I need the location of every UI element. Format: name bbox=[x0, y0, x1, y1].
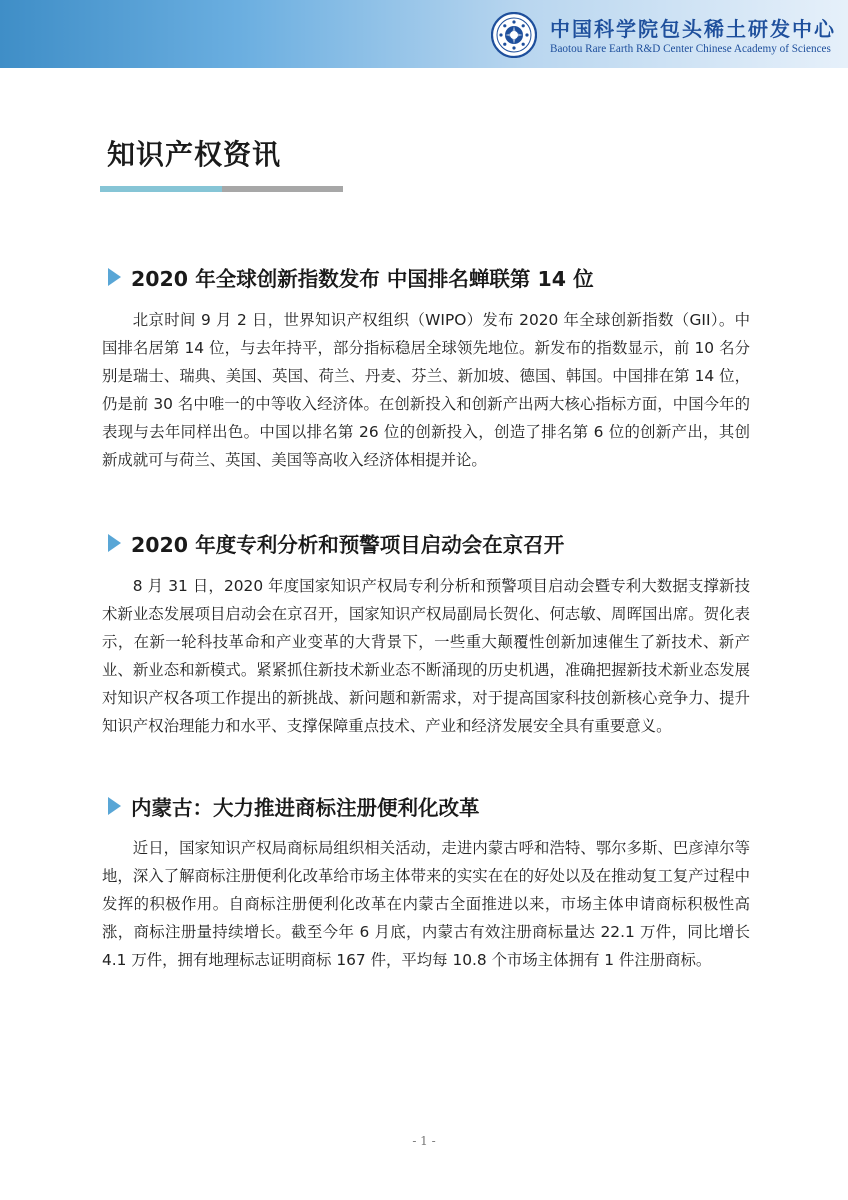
org-name-en: Baotou Rare Earth R&D Center Chinese Academy of Sciences bbox=[550, 43, 831, 55]
page-number: - 1 - bbox=[412, 1134, 436, 1148]
title-underline-blue bbox=[100, 186, 222, 192]
article-2-title: 2020 年度专利分析和预警项目启动会在京召开 bbox=[131, 533, 565, 557]
article-3-heading bbox=[108, 791, 788, 821]
article-1-title: 2020 年全球创新指数发布 中国排名蝉联第 14 位 bbox=[131, 267, 594, 291]
org-name-cn: 中国科学院包头稀土研发中心 bbox=[550, 17, 836, 41]
triangle-bullet-icon bbox=[108, 534, 121, 552]
page-title: 知识产权资讯 bbox=[107, 138, 282, 171]
title-underline-gray bbox=[222, 186, 343, 192]
article-2-heading bbox=[108, 528, 788, 558]
article-3-title: 内蒙古：大力推进商标注册便利化改革 bbox=[131, 796, 480, 820]
article-1-body: 北京时间 9 月 2 日，世界知识产权组织（WIPO）发布 2020 年全球创新指数（GII）。中国排名居第 14 位，与去年持平，部分指标稳居全球领先地位。新发布的指数显示，前 10 名分别是瑞士、瑞典、美国、英国、荷兰、丹麦、芬兰、新加坡、德国、韩国。中国排在第 14 位，仍是前 30 名中唯一的中等收入经济体。在创新投入和创新产出两大核心指标方面，中国今年的表现与去年同样出色。中国以排名第 26 位的创新投入，创造了排名第 6 位的创新产出，其创新成就可与荷兰、英国、美国等高收入经济体相提并论。 bbox=[102, 311, 750, 469]
article-3-body: 近日，国家知识产权局商标局组织相关活动，走进内蒙古呼和浩特、鄂尔多斯、巴彦淖尔等地，深入了解商标注册便利化改革给市场主体带来的实实在在的好处以及在推动复工复产过程中发挥的积极作用。自商标注册便利化改革在内蒙古全面推进以来，市场主体申请商标积极性高涨，商标注册量持续增长。截至今年 6 月底，内蒙古有效注册商标量达 22.1 万件，同比增长 4.1 万件，拥有地理标志证明商标 167 件，平均每 10.8 个市场主体拥有 1 件注册商标。 bbox=[102, 839, 750, 969]
triangle-bullet-icon bbox=[108, 797, 121, 815]
article-1-heading bbox=[108, 262, 788, 292]
cas-seal-icon bbox=[491, 12, 537, 58]
triangle-bullet-icon bbox=[108, 268, 121, 286]
article-2-body: 8 月 31 日，2020 年度国家知识产权局专利分析和预警项目启动会暨专利大数据支撑新技术新业态发展项目启动会在京召开，国家知识产权局副局长贺化、何志敏、周晖国出席。贺化表示，在新一轮科技革命和产业变革的大背景下，一些重大颠覆性创新加速催生了新技术、新产业、新业态和新模式。紧紧抓住新技术新业态不断涌现的历史机遇，准确把握新技术新业态发展对知识产权各项工作提出的新挑战、新问题和新需求，对于提高国家科技创新核心竞争力、提升知识产权治理能力和水平、支撑保障重点技术、产业和经济发展安全具有重要意义。 bbox=[102, 577, 750, 735]
